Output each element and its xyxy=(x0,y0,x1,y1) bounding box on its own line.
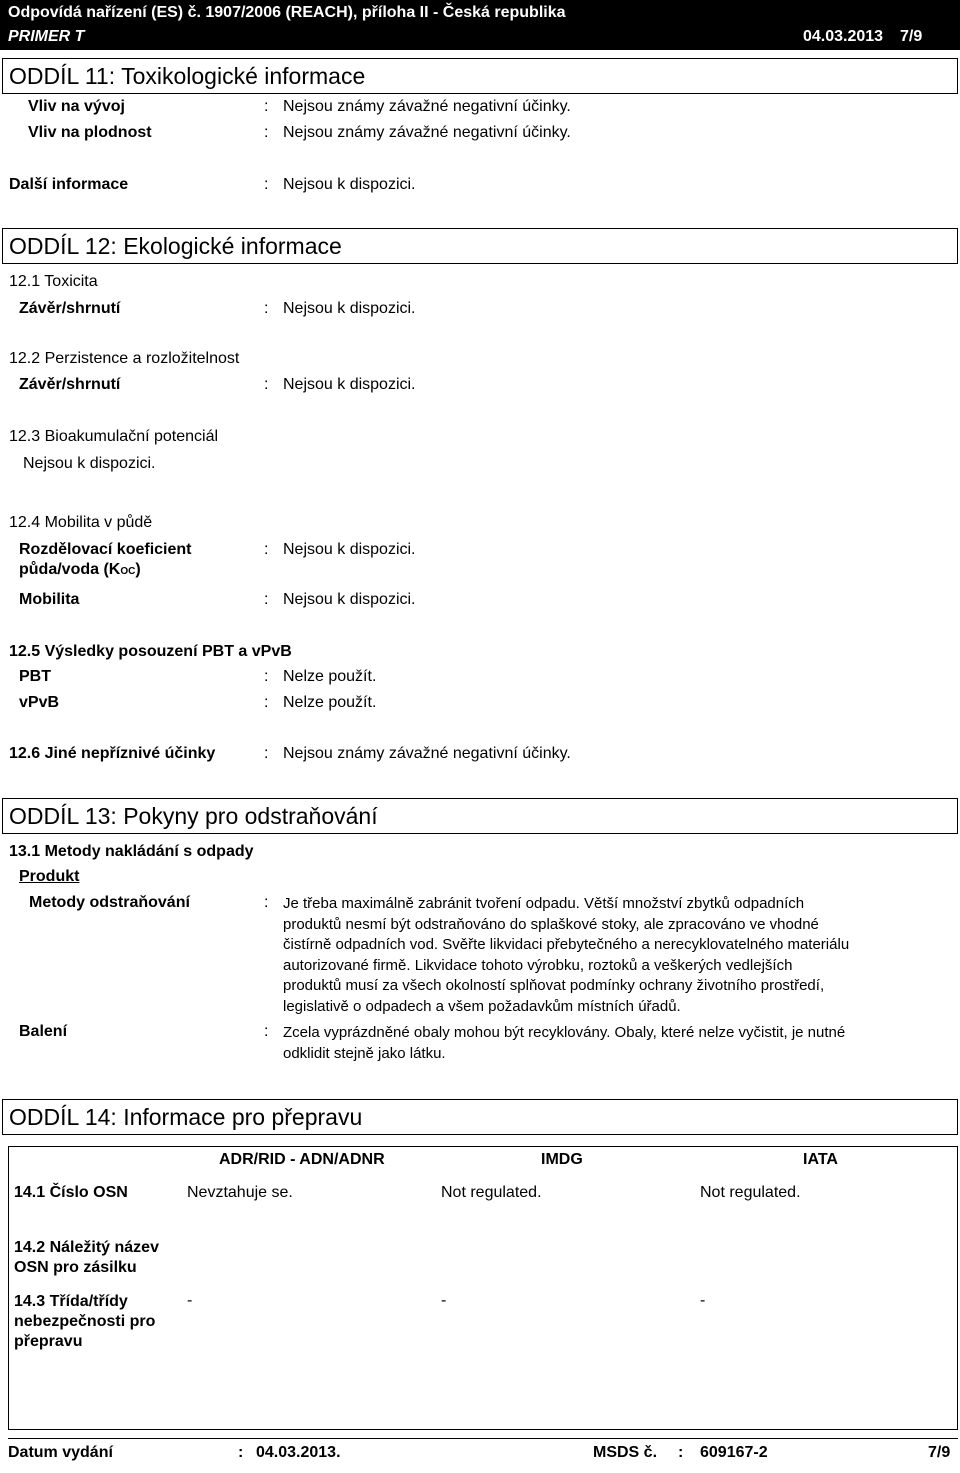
label-line: 14.3 Třída/třídy xyxy=(14,1293,128,1310)
colon: : xyxy=(264,98,269,115)
label-line: přepravu xyxy=(14,1333,83,1350)
text-line: produktů nesmí být odstraňováno do splaškové stoky, ale zpracováno ve vhodné xyxy=(283,915,819,933)
s12-1-label: Závěr/shrnutí xyxy=(19,300,121,317)
text-line: produktů musí za všech okolností splňovat podmínky ochrany životního prostředí, xyxy=(283,977,825,994)
footer-msds-number: 609167-2 xyxy=(700,1444,768,1461)
s13-packaging-label: Balení xyxy=(19,1023,68,1040)
s12-6-value: Nejsou známy závažné negativní účinky. xyxy=(283,745,571,762)
cell-un-imdg: Not regulated. xyxy=(441,1184,542,1201)
s12-3-value: Nejsou k dispozici. xyxy=(23,455,156,472)
product-header xyxy=(0,26,960,50)
colon: : xyxy=(264,376,269,393)
text-line: legislativě o odpadech a všem požadavkům místních úřadů. xyxy=(283,997,681,1015)
col-header-imdg: IMDG xyxy=(541,1151,583,1168)
s12-2-label: Závěr/shrnutí xyxy=(19,376,121,393)
row-un-number-label: 14.1 Číslo OSN xyxy=(14,1184,128,1201)
s12-4-value-2: Nejsou k dispozici. xyxy=(283,591,416,608)
product-name: PRIMER T xyxy=(8,28,85,45)
label-line: nebezpečnosti pro xyxy=(14,1313,156,1330)
cell-class-adr: - xyxy=(187,1292,193,1309)
colon: : xyxy=(264,300,269,317)
s12-4-label-2: Mobilita xyxy=(19,591,80,608)
s12-5-label-2: vPvB xyxy=(19,694,60,711)
text-line: Zcela vyprázdněné obaly mohou být recyklovány. Obaly, které nelze vyčistit, je nutné xyxy=(283,1024,846,1041)
s12-4-label-1b: půda/voda (KOC) xyxy=(19,561,141,578)
s11-label-other: Další informace xyxy=(9,176,129,193)
colon: : xyxy=(264,176,269,193)
s13-product-label: Produkt xyxy=(19,868,80,885)
s11-value-other: Nejsou k dispozici. xyxy=(283,176,416,193)
colon: : xyxy=(238,1444,244,1461)
s12-4-value-1: Nejsou k dispozici. xyxy=(283,541,416,558)
s12-5-heading: 12.5 Výsledky posouzení PBT a vPvB xyxy=(9,643,292,660)
section-13-title: ODDÍL 13: Pokyny pro odstraňování xyxy=(2,798,958,834)
colon: : xyxy=(264,694,269,711)
text-line: Je třeba maximálně zabránit tvoření odpadu. Větší množství zbytků odpadních xyxy=(283,895,805,912)
colon: : xyxy=(678,1444,684,1461)
s12-4-label-1: Rozdělovací koeficient xyxy=(19,541,192,558)
s11-label-development: Vliv na vývoj xyxy=(28,98,125,115)
header-date: 04.03.2013 xyxy=(803,28,884,45)
colon: : xyxy=(264,591,269,608)
colon: : xyxy=(264,1023,269,1040)
s12-1-value: Nejsou k dispozici. xyxy=(283,300,416,317)
s12-1-heading: 12.1 Toxicita xyxy=(9,273,98,290)
s12-4-heading: 12.4 Mobilita v půdě xyxy=(9,514,153,531)
row-shipping-name-label xyxy=(14,1238,159,1278)
s13-methods-text xyxy=(283,894,955,1017)
footer-page: 7/9 xyxy=(928,1444,951,1461)
s12-2-heading: 12.2 Perzistence a rozložitelnost xyxy=(9,350,240,367)
label-line: OSN pro zásilku xyxy=(14,1259,137,1276)
s12-5-value-2: Nelze použít. xyxy=(283,694,377,711)
section-14-title: ODDÍL 14: Informace pro přepravu xyxy=(2,1099,958,1135)
col-header-iata: IATA xyxy=(803,1151,838,1168)
cell-class-imdg: - xyxy=(441,1292,447,1309)
row-hazard-class-label xyxy=(14,1292,155,1352)
s11-label-fertility: Vliv na plodnost xyxy=(28,124,152,141)
s11-value-development: Nejsou známy závažné negativní účinky. xyxy=(283,98,571,115)
page-footer xyxy=(8,1438,958,1468)
text-line: odklidit stejně jako látku. xyxy=(283,1044,446,1062)
s13-packaging-text xyxy=(283,1023,955,1064)
col-header-adr: ADR/RID - ADN/ADNR xyxy=(219,1151,385,1168)
s13-1-heading: 13.1 Metody nakládání s odpady xyxy=(9,843,254,860)
header-page: 7/9 xyxy=(900,28,923,45)
footer-msds-label: MSDS č. xyxy=(593,1444,658,1461)
label-line: 14.2 Náležitý název xyxy=(14,1239,159,1256)
colon: : xyxy=(264,745,269,762)
cell-un-iata: Not regulated. xyxy=(700,1184,801,1201)
s12-2-value: Nejsou k dispozici. xyxy=(283,376,416,393)
colon: : xyxy=(264,668,269,685)
s11-value-fertility: Nejsou známy závažné negativní účinky. xyxy=(283,124,571,141)
text-line: čistírně odpadních vod. Svěřte likvidaci přebytečného a nerecyklovatelného materiálu xyxy=(283,936,850,953)
footer-issue-label: Datum vydání xyxy=(8,1444,113,1461)
s12-6-heading: 12.6 Jiné nepříznivé účinky xyxy=(9,745,216,762)
regulation-header: Odpovídá nařízení (ES) č. 1907/2006 (REACH), příloha II - Česká republika xyxy=(0,0,960,26)
s12-5-value-1: Nelze použít. xyxy=(283,668,377,685)
colon: : xyxy=(264,124,269,141)
cell-un-adr: Nevztahuje se. xyxy=(187,1184,293,1201)
section-11-title: ODDÍL 11: Toxikologické informace xyxy=(2,58,958,94)
s12-3-heading: 12.3 Bioakumulační potenciál xyxy=(9,428,219,445)
cell-class-iata: - xyxy=(700,1292,706,1309)
s13-methods-label: Metody odstraňování xyxy=(29,894,190,911)
colon: : xyxy=(264,894,269,911)
colon: : xyxy=(264,541,269,558)
section-12-title: ODDÍL 12: Ekologické informace xyxy=(2,228,958,264)
text-line: autorizované firmě. Likvidace tohoto výrobku, roztoků a veškerých vedlejších xyxy=(283,956,793,974)
footer-issue-date: 04.03.2013. xyxy=(256,1444,341,1461)
s12-5-label-1: PBT xyxy=(19,668,51,685)
